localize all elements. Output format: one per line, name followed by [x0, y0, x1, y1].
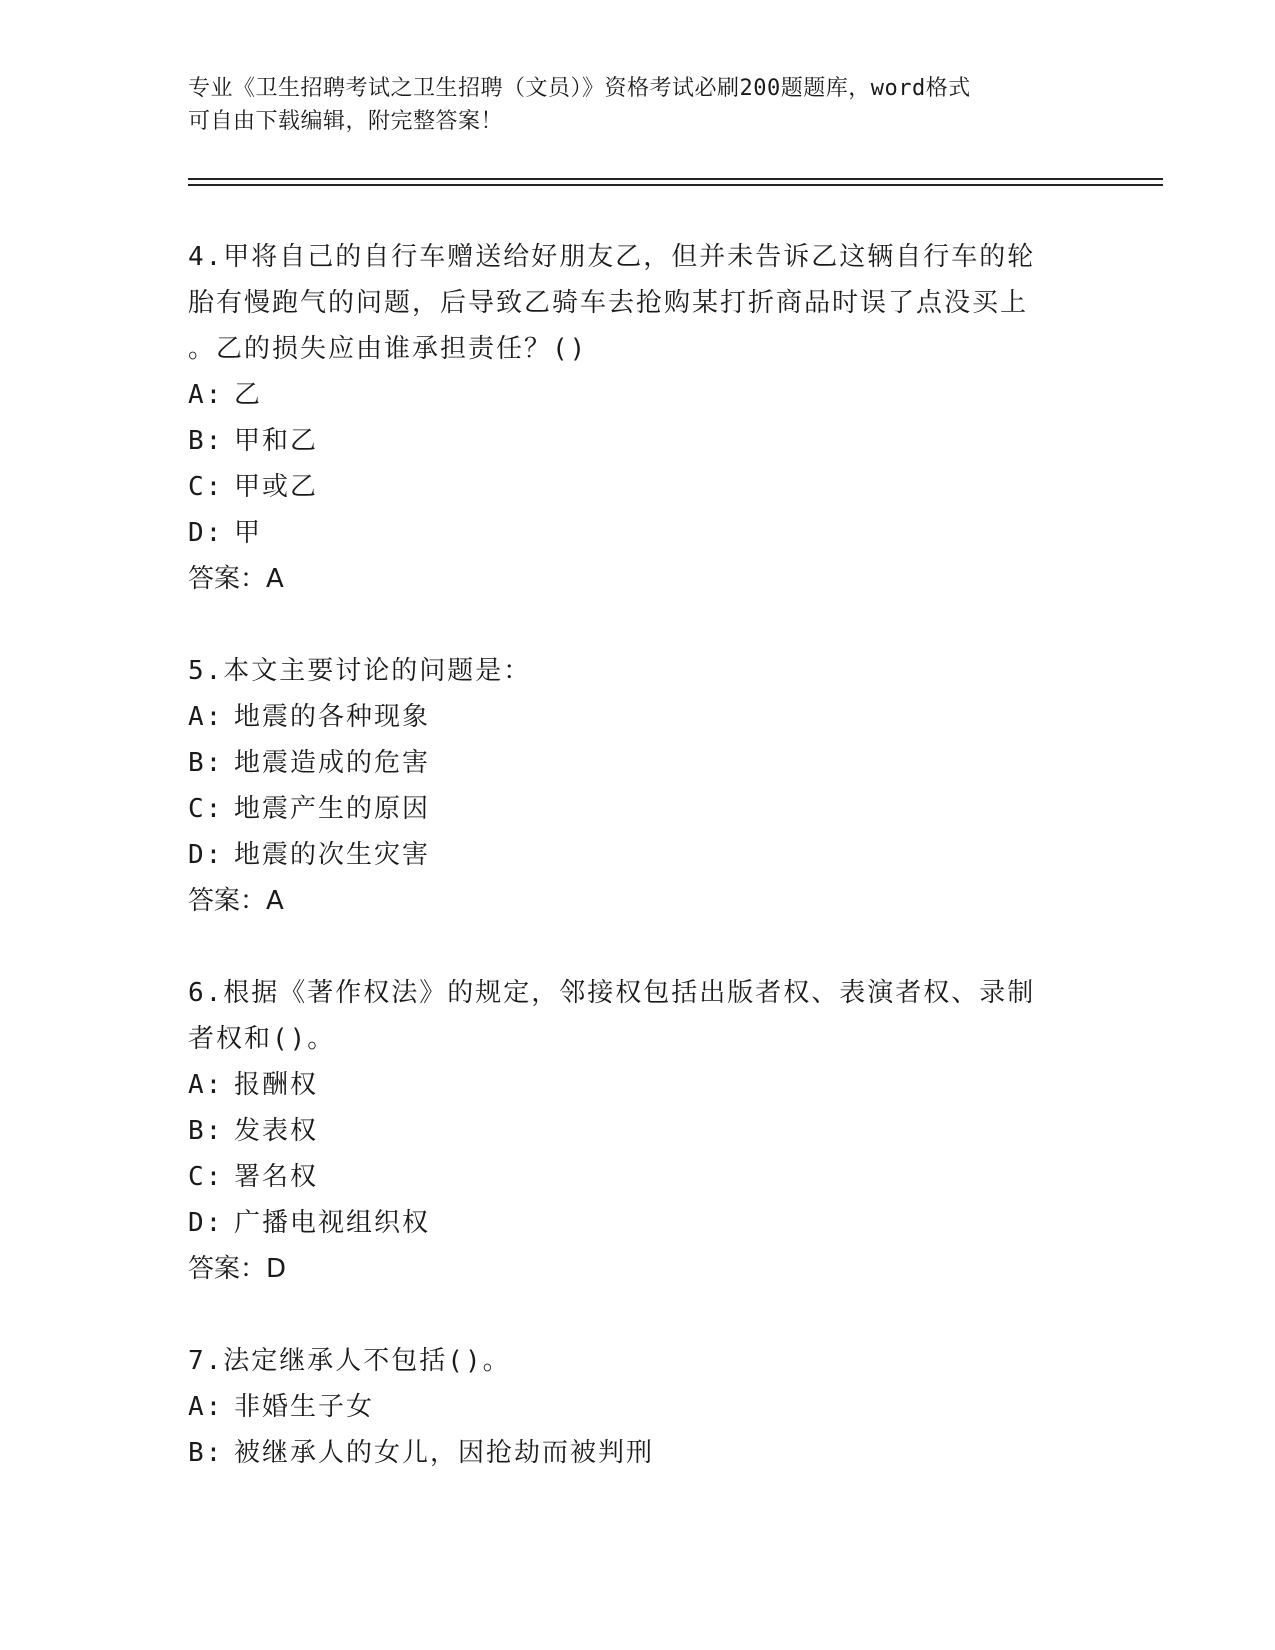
option-a [188, 1062, 1068, 1108]
option-letter: A: [188, 1392, 224, 1422]
answer-line: 答案：D [188, 1254, 287, 1284]
option-letter: C: [188, 794, 224, 824]
header-line-1: 专业《卫生招聘考试之卫生招聘（文员）》资格考试必刷200题题库，word格式 [188, 76, 971, 101]
option-letter: D: [188, 840, 224, 870]
option-d [188, 1200, 1068, 1246]
option-letter: A: [188, 1070, 224, 1100]
option-text: 甲 [234, 518, 263, 548]
question-stem-line: 胎有慢跑气的问题，后导致乙骑车去抢购某打折商品时误了点没买上 [188, 288, 1029, 318]
option-d [188, 510, 1068, 556]
option-letter: C: [188, 472, 224, 502]
option-text: 被继承人的女儿，因抢劫而被判刑 [234, 1438, 655, 1468]
option-letter: B: [188, 426, 224, 456]
option-letter: B: [188, 1116, 224, 1146]
question-5 [188, 648, 1068, 924]
option-letter: B: [188, 1438, 224, 1468]
question-4 [188, 234, 1068, 602]
option-letter: A: [188, 380, 224, 410]
question-stem-line: 。乙的损失应由谁承担责任？() [188, 334, 588, 364]
option-text: 署名权 [234, 1162, 319, 1192]
option-a [188, 1384, 1068, 1430]
option-text: 报酬权 [234, 1070, 319, 1100]
option-b [188, 740, 1068, 786]
option-letter: D: [188, 1208, 224, 1238]
question-stem-line: 者权和()。 [188, 1024, 336, 1054]
question-7 [188, 1338, 1068, 1476]
header-rule-top [188, 178, 1163, 180]
option-c [188, 1154, 1068, 1200]
answer-line: 答案：A [188, 564, 284, 594]
option-a [188, 372, 1068, 418]
option-letter: B: [188, 748, 224, 778]
question-stem-line: 7.法定继承人不包括()。 [188, 1346, 511, 1376]
option-text: 地震的次生灾害 [234, 840, 431, 870]
header-line-2: 可自由下载编辑，附完整答案！ [188, 109, 504, 134]
option-text: 发表权 [234, 1116, 319, 1146]
option-text: 非婚生子女 [234, 1392, 375, 1422]
option-b [188, 1108, 1068, 1154]
option-letter: D: [188, 518, 224, 548]
question-stem-line: 6.根据《著作权法》的规定，邻接权包括出版者权、表演者权、录制 [188, 978, 1036, 1008]
question-stem-line: 5.本文主要讨论的问题是： [188, 656, 532, 686]
option-a [188, 694, 1068, 740]
option-c [188, 786, 1068, 832]
question-6 [188, 970, 1068, 1292]
option-letter: A: [188, 702, 224, 732]
answer-line: 答案：A [188, 886, 284, 916]
option-b [188, 418, 1068, 464]
header-rule-bottom [188, 184, 1163, 186]
option-text: 乙 [234, 380, 263, 410]
option-b [188, 1430, 1068, 1476]
option-text: 地震造成的危害 [234, 748, 431, 778]
option-text: 甲和乙 [234, 426, 319, 456]
document-header [188, 72, 1068, 138]
option-d [188, 832, 1068, 878]
option-text: 地震产生的原因 [234, 794, 431, 824]
option-text: 地震的各种现象 [234, 702, 431, 732]
option-text: 广播电视组织权 [234, 1208, 431, 1238]
option-letter: C: [188, 1162, 224, 1192]
question-stem-line: 4.甲将自己的自行车赠送给好朋友乙，但并未告诉乙这辆自行车的轮 [188, 242, 1036, 272]
option-text: 甲或乙 [234, 472, 319, 502]
option-c [188, 464, 1068, 510]
